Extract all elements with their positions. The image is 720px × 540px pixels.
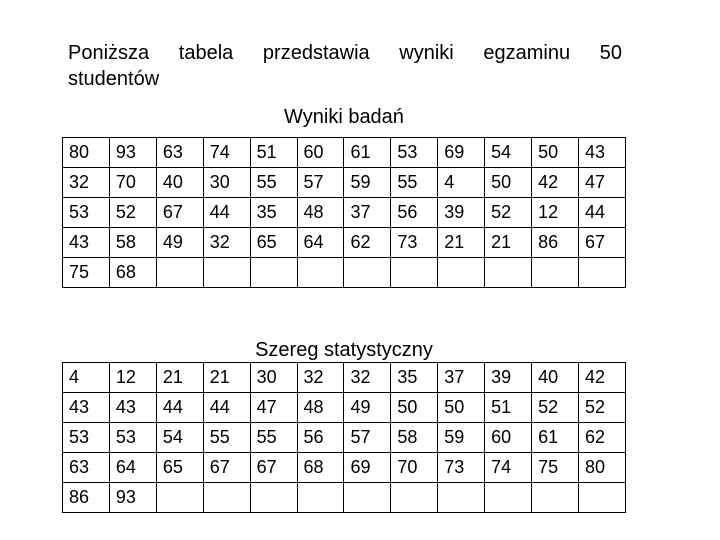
table-cell: 52 — [578, 393, 625, 423]
table-cell: 54 — [156, 423, 203, 453]
results-table-caption: Wyniki badań — [284, 106, 404, 128]
table-cell: 63 — [156, 138, 203, 168]
table-cell: 42 — [578, 363, 625, 393]
table-cell: 43 — [578, 138, 625, 168]
table-cell: 50 — [391, 393, 438, 423]
table-cell: 49 — [344, 393, 391, 423]
table-cell — [391, 483, 438, 513]
table-cell: 32 — [297, 363, 344, 393]
table-cell: 51 — [250, 138, 297, 168]
table-cell: 73 — [438, 453, 485, 483]
table-cell: 86 — [63, 483, 110, 513]
results-table — [62, 137, 626, 288]
table-cell: 50 — [438, 393, 485, 423]
intro-line-1: Poniższa tabela przedstawia wyniki egzaminu 50 — [68, 42, 622, 64]
table-cell: 67 — [250, 453, 297, 483]
table-cell: 39 — [438, 198, 485, 228]
table-cell — [391, 258, 438, 288]
table-cell: 67 — [156, 198, 203, 228]
table-cell: 4 — [438, 168, 485, 198]
table-cell: 50 — [532, 138, 579, 168]
table-cell: 67 — [203, 453, 250, 483]
table-cell: 54 — [485, 138, 532, 168]
table-cell: 40 — [156, 168, 203, 198]
table-cell — [203, 258, 250, 288]
table-cell: 21 — [485, 228, 532, 258]
table-cell: 32 — [344, 363, 391, 393]
table-cell — [156, 258, 203, 288]
table-cell — [203, 483, 250, 513]
table-cell — [156, 483, 203, 513]
table-cell: 74 — [485, 453, 532, 483]
table-cell: 32 — [203, 228, 250, 258]
table-cell: 49 — [156, 228, 203, 258]
intro-text — [68, 40, 622, 92]
table-cell: 59 — [438, 423, 485, 453]
table-cell: 21 — [438, 228, 485, 258]
table-cell: 58 — [391, 423, 438, 453]
table-cell: 40 — [532, 363, 579, 393]
table-cell — [485, 258, 532, 288]
table-cell — [532, 258, 579, 288]
table-cell: 43 — [63, 393, 110, 423]
table-cell: 64 — [297, 228, 344, 258]
table-cell: 75 — [532, 453, 579, 483]
table-cell: 12 — [532, 198, 579, 228]
table-cell: 68 — [109, 258, 156, 288]
table-cell: 70 — [109, 168, 156, 198]
table-cell — [532, 483, 579, 513]
table-cell: 43 — [109, 393, 156, 423]
table-cell: 74 — [203, 138, 250, 168]
table-cell: 52 — [532, 393, 579, 423]
table-cell: 47 — [250, 393, 297, 423]
table-cell: 51 — [485, 393, 532, 423]
intro-line-2: studentów — [68, 68, 160, 90]
table-cell: 61 — [344, 138, 391, 168]
series-row — [63, 483, 626, 513]
table-cell — [297, 483, 344, 513]
table-cell: 21 — [203, 363, 250, 393]
table-cell: 86 — [532, 228, 579, 258]
table-cell — [344, 258, 391, 288]
table-cell: 55 — [391, 168, 438, 198]
series-row — [63, 423, 626, 453]
table-cell: 48 — [297, 198, 344, 228]
table-cell: 80 — [578, 453, 625, 483]
table-cell: 80 — [63, 138, 110, 168]
series-row — [63, 453, 626, 483]
table-cell — [297, 258, 344, 288]
table-cell: 53 — [109, 423, 156, 453]
table-cell: 67 — [578, 228, 625, 258]
table-cell — [250, 483, 297, 513]
table-cell: 35 — [250, 198, 297, 228]
table-cell: 62 — [344, 228, 391, 258]
table-cell: 69 — [438, 138, 485, 168]
table-cell: 59 — [344, 168, 391, 198]
results-row — [63, 138, 626, 168]
table-cell: 53 — [63, 198, 110, 228]
table-cell: 56 — [391, 198, 438, 228]
table-cell: 60 — [485, 423, 532, 453]
table-cell: 63 — [63, 453, 110, 483]
table-cell: 42 — [532, 168, 579, 198]
table-cell: 64 — [109, 453, 156, 483]
table-cell: 65 — [156, 453, 203, 483]
table-cell: 21 — [156, 363, 203, 393]
table-cell: 30 — [203, 168, 250, 198]
table-cell: 44 — [578, 198, 625, 228]
table-cell: 32 — [63, 168, 110, 198]
table-cell — [578, 483, 625, 513]
results-row — [63, 198, 626, 228]
table-cell: 12 — [109, 363, 156, 393]
table-cell: 50 — [485, 168, 532, 198]
table-cell: 73 — [391, 228, 438, 258]
table-cell: 69 — [344, 453, 391, 483]
table-cell: 93 — [109, 138, 156, 168]
table-cell: 56 — [297, 423, 344, 453]
table-cell: 57 — [297, 168, 344, 198]
table-cell: 52 — [109, 198, 156, 228]
series-row — [63, 363, 626, 393]
results-row — [63, 168, 626, 198]
table-cell: 65 — [250, 228, 297, 258]
table-cell: 37 — [438, 363, 485, 393]
table-cell — [485, 483, 532, 513]
table-cell: 48 — [297, 393, 344, 423]
results-row — [63, 228, 626, 258]
table-cell: 30 — [250, 363, 297, 393]
series-row — [63, 393, 626, 423]
table-cell: 53 — [63, 423, 110, 453]
table-cell: 35 — [391, 363, 438, 393]
table-cell: 55 — [250, 423, 297, 453]
table-cell: 37 — [344, 198, 391, 228]
table-cell: 55 — [203, 423, 250, 453]
table-cell: 70 — [391, 453, 438, 483]
table-cell: 53 — [391, 138, 438, 168]
table-cell: 93 — [109, 483, 156, 513]
table-cell — [344, 483, 391, 513]
table-cell: 47 — [578, 168, 625, 198]
table-cell: 60 — [297, 138, 344, 168]
table-cell: 62 — [578, 423, 625, 453]
statistical-series-table — [62, 362, 626, 513]
results-row — [63, 258, 626, 288]
table-cell — [250, 258, 297, 288]
table-cell: 58 — [109, 228, 156, 258]
table-cell: 52 — [485, 198, 532, 228]
table-cell: 39 — [485, 363, 532, 393]
table-cell: 68 — [297, 453, 344, 483]
table-cell: 44 — [203, 198, 250, 228]
table-cell — [438, 258, 485, 288]
table-cell: 61 — [532, 423, 579, 453]
table-cell — [438, 483, 485, 513]
table-cell: 57 — [344, 423, 391, 453]
table-cell: 4 — [63, 363, 110, 393]
table-cell: 44 — [203, 393, 250, 423]
table-cell — [578, 258, 625, 288]
table-cell: 43 — [63, 228, 110, 258]
statistical-series-caption: Szereg statystyczny — [255, 339, 433, 361]
table-cell: 75 — [63, 258, 110, 288]
table-cell: 44 — [156, 393, 203, 423]
table-cell: 55 — [250, 168, 297, 198]
